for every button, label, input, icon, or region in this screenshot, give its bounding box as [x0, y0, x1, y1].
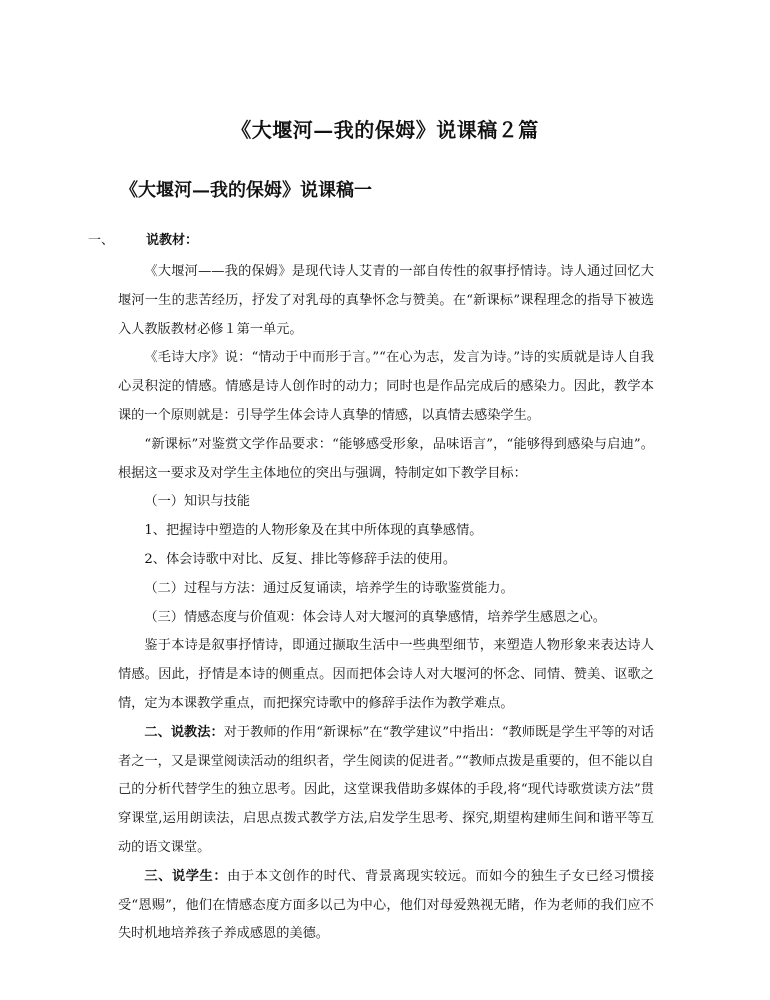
paragraph: （一）知识与技能 — [144, 494, 250, 510]
paragraph: 鉴于本诗是叙事抒情诗，即通过撷取生活中一些典型细节，来塑造人物形象来表达诗人情感。因此，抒情是本诗的侧重点。因而把体会诗人对大堰河的怀念、同情、赞美、讴歌之情，定为本课教学重点，而把探究诗歌中的修辞手法作为教学难点。 — [118, 638, 654, 711]
paragraph: 《大堰河——我的保姆》是现代诗人艾青的一部自传性的叙事抒情诗。诗人通过回忆大堰河一生的悲苦经历，抒发了对乳母的真挚怀念与赞美。在“新课标”课程理念的指导下被选入人教版教材必修１第一单元。 — [118, 264, 654, 337]
section-subtitle: 《大堰河—我的保姆》说课稿一 — [120, 180, 372, 201]
paragraph: （二）过程与方法：通过反复诵读，培养学生的诗歌鉴赏能力。 — [144, 580, 514, 596]
paragraph: 1、把握诗中塑造的人物形象及在其中所体现的真挚感情。 — [144, 523, 483, 539]
paragraph-label: 三、说学生： — [144, 868, 228, 884]
paragraph: 三、说学生：由于本文创作的时代、背景离现实较远。而如今的独生子女已经习惯接受“恩赐”，他们在情感态度方面多以己为中心，他们对母爱熟视无睹，作为老师的我们应不失时机地培养孩子养成感恩的美德。 — [118, 868, 655, 942]
paragraph: 《毛诗大序》说：“情动于中而形于言。”“在心为志，发言为诗。”诗的实质就是诗人自我心灵积淀的情感。情感是诗人创作时的动力；同时也是作品完成后的感染力。因此，教学本课的一个原则就是：引导学生体会诗人真挚的情感，以真情去感染学生。 — [118, 350, 654, 423]
document-title: 《大堰河—我的保姆》说课稿２篇 — [231, 118, 539, 142]
paragraph: 二、说教法：对于教师的作用“新课标”在“教学建议”中指出：“教师既是学生平等的对话者之一，又是课堂阅读活动的组织者，学生阅读的促进者。”“教师点拨是重要的，但不能以自己的分析代替学生的独立思考。因此，这堂课我借助多媒体的手段,将“现代诗歌赏读方法”贯穿课堂,运用朗读法，启思点拨式教学方法,启发学生思考、探究,期望构建师生间和谐平等互动的语文课堂。 — [118, 724, 654, 855]
section-number: 一、 — [88, 233, 115, 248]
section-heading: 说教材： — [146, 233, 199, 248]
paragraph: “新课标”对鉴赏文学作品要求：“能够感受形象，品味语言”，“能够得到感染与启迪”。根据这一要求及对学生主体地位的突出与强调，特制定如下教学目标： — [118, 436, 654, 481]
paragraph: 2、体会诗歌中对比、反复、排比等修辞手法的使用。 — [144, 551, 457, 567]
paragraph-label: 二、说教法： — [144, 724, 224, 740]
body-text — [118, 258, 654, 949]
paragraph: （三）情感态度与价值观：体会诗人对大堰河的真挚感情，培养学生感恩之心。 — [144, 609, 606, 625]
